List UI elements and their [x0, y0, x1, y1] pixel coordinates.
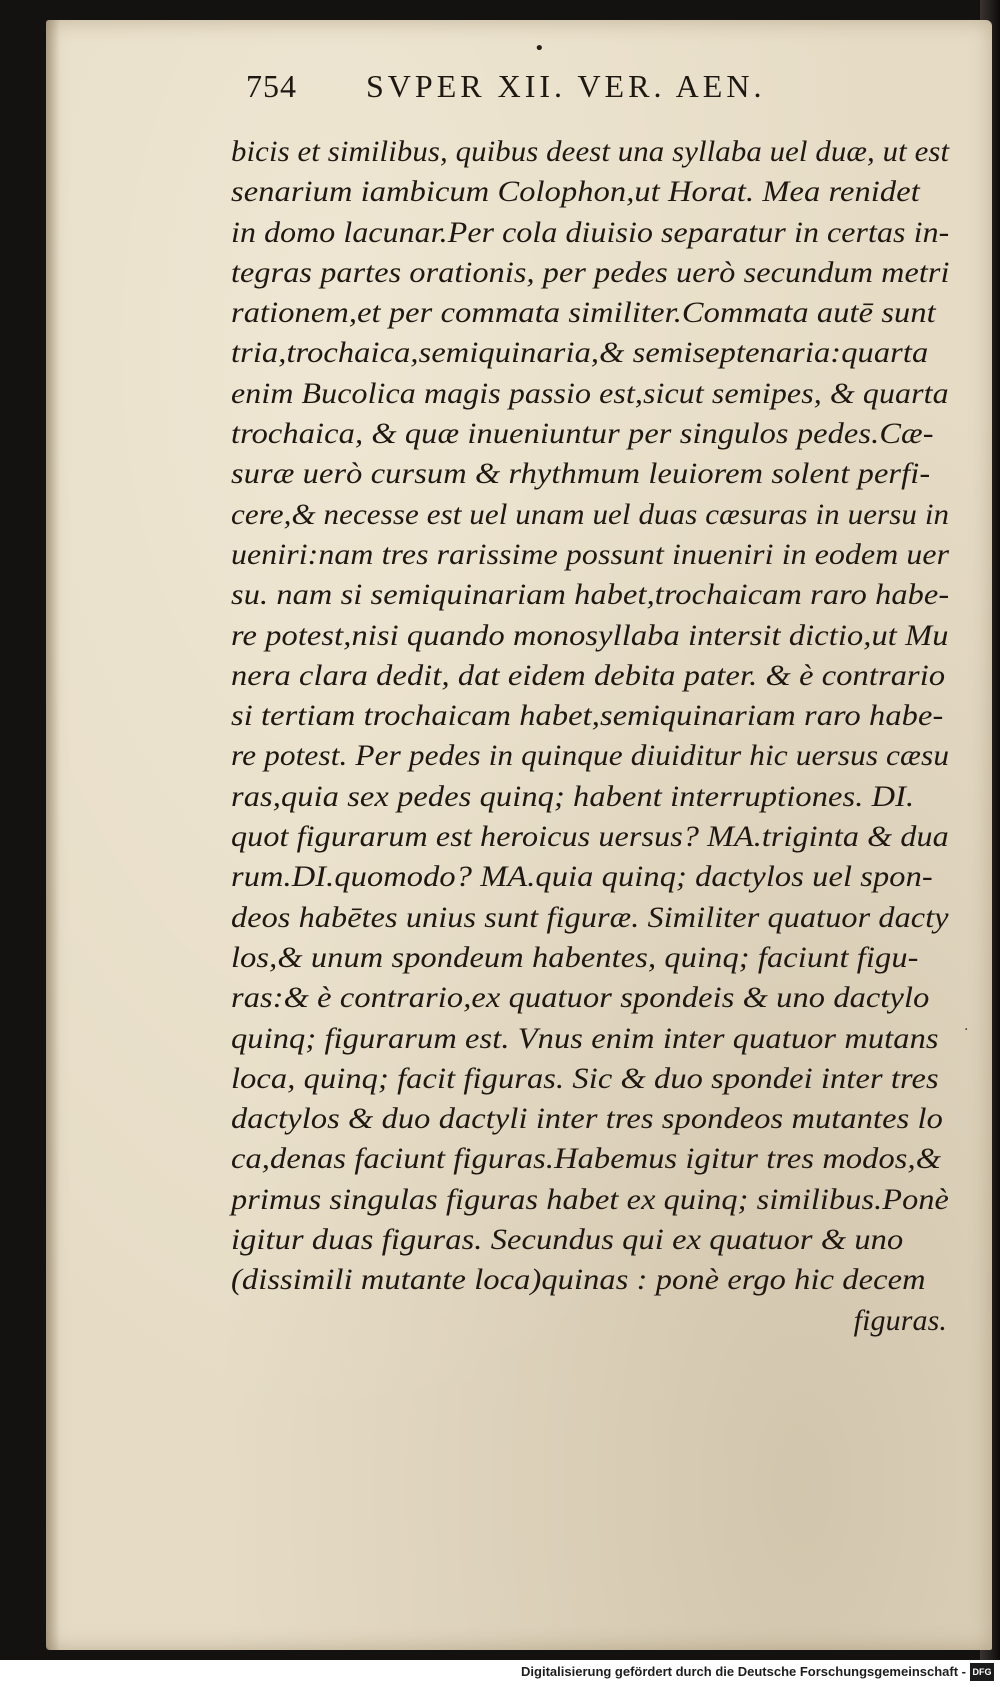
text-line: nera clara dedit, dat eidem debita pater. & è contrario: [231, 658, 946, 692]
text-line: los,& unum spondeum habentes, quinq; faciunt figu-: [231, 940, 919, 974]
text-line: rationem,et per commata similiter.Commata autē sunt: [231, 296, 936, 330]
text-line: in domo lacunar.Per cola diuisio separatur in certas in-: [231, 215, 950, 249]
text-line: re potest,nisi quando monosyllaba intersit dictio,ut Mu: [231, 618, 949, 652]
text-line: quot figurarum est heroicus uersus? MA.triginta & dua: [231, 820, 949, 854]
margin-mark: ·: [964, 1022, 969, 1038]
text-line: suræ uerò cursum & rhythmum leuiorem solent perfi-: [231, 457, 931, 491]
text-line: si tertiam trochaicam habet,semiquinariam raro habe-: [231, 699, 944, 733]
text-line: primus singulas figuras habet ex quinq; similibus.Ponè: [231, 1182, 949, 1216]
text-line: enim Bucolica magis passio est,sicut semipes, & quarta: [231, 376, 949, 410]
text-line: dactylos & duo dactyli inter tres spondeos mutantes lo: [231, 1102, 943, 1136]
text-line: loca, quinq; facit figuras. Sic & duo spondei inter tres: [231, 1061, 939, 1095]
text-line: trochaica, & quæ inueniuntur per singulos pedes.Cæ-: [231, 417, 934, 451]
text-line: cere,& necesse est uel unam uel duas cæsuras in uersu in: [231, 497, 950, 531]
text-line: rum.DI.quomodo? MA.quia quinq; dactylos uel spon-: [231, 860, 933, 894]
text-line: quinq; figurarum est. Vnus enim inter quatuor mutans: [231, 1021, 939, 1055]
text-line: senarium iambicum Colophon,ut Horat. Mea renidet: [231, 175, 920, 209]
text-line: ras:& è contrario,ex quatuor spondeis & uno dactylo: [231, 981, 930, 1015]
header-ornament: •: [534, 38, 545, 59]
text-line: ca,denas faciunt figuras.Habemus igitur tres modos,&: [231, 1142, 942, 1176]
text-line: deos habētes unius sunt figuræ. Similiter quatuor dacty: [231, 900, 949, 934]
text-line: re potest. Per pedes in quinque diuiditur hic uersus cæsu: [231, 739, 950, 773]
text-line: tegras partes orationis, per pedes uerò secundum metri: [231, 255, 950, 289]
body-text: [231, 132, 951, 1341]
page-number: 754: [246, 68, 297, 104]
text-line: su. nam si semiquinariam habet,trochaicam raro habe-: [231, 578, 950, 612]
text-line: bicis et similibus, quibus deest una syllaba uel duæ, ut est: [231, 135, 950, 168]
text-line: ras,quia sex pedes quinq; habent interruptiones. DI.: [231, 779, 915, 813]
text-line: igitur duas figuras. Secundus qui ex quatuor & uno: [231, 1223, 904, 1257]
text-line: figuras.: [853, 1303, 947, 1337]
running-head: SVPER XII. VER. AEN.: [366, 68, 766, 104]
text-line: (dissimili mutante loca)quinas : ponè ergo hic decem: [231, 1263, 926, 1297]
text-line: ueniri:nam tres rarissime possunt inueniri in eodem uer: [231, 537, 950, 571]
dfg-logo: DFG: [970, 1663, 994, 1681]
page-gutter-shadow: [46, 20, 60, 1650]
funding-credit: Digitalisierung gefördert durch die Deutsche Forschungsgemeinschaft -: [521, 1664, 966, 1679]
digitization-footer: [0, 1660, 1000, 1687]
text-line: tria,trochaica,semiquinaria,& semiseptenaria:quarta: [231, 336, 929, 370]
page-header: [246, 68, 886, 116]
